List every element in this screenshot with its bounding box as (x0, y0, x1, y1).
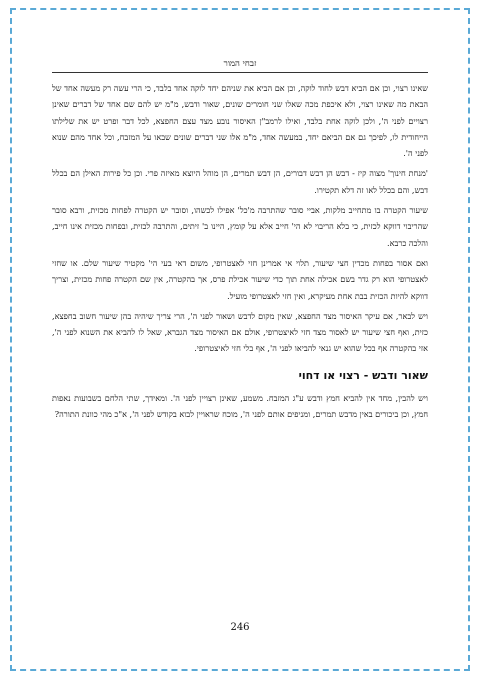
page-content (52, 80, 428, 426)
section-heading: שאור ודבש - רצוי או דחוי (298, 368, 428, 382)
running-title: זבחי המור (223, 59, 257, 69)
paragraph-5: ויש לבאר, אם עיקר האיסור מצד החפצא, שאין מקום לדבש ושאור לפני ה', הרי צריך שיהיה בהן שיעור חשוב בחפצא, כזית, ואף חצי שיעור יש לאסור מצד חזי לאיצטרופי, אולם אם האיסור מצד הגברא, שאל לו להביא את השנוא לפני ה', אזי בהקטרה אף בכל שהוא יש גנאי להביאו לפני ה', אף בלי חזי לאיצטרופי. (52, 310, 428, 354)
page-header (52, 58, 428, 73)
section-paragraph: ויש להבין, מחד אין להביא חמץ ודבש ע"ג המזבח. משמע, שאינן רצויין לפני ה'. ומאידך, שתי הלחם בשבועות נאפות חמץ, וכן ביכורים באין מדבש תמרים, ומניפים אותם לפני ה', מוכח שראויין לבוא בקודש לפני ה', א"כ מהי כוונת התורה? (52, 392, 428, 420)
paragraph-1: שאינו רצוי, וכן אם הביא דבש לחוד לוקה, וכן אם הביא את שניהם יחד לוקה אחד בלבד, כי הרי עשה רק מעשה אחד של הבאת מה שאינו רצוי, ולא איכפת מכה שאלו שני חומרים שונים, שאור ודבש, מ"מ יש להם שם אחד של דברים שאינן רצויים לפני ה', ולכן לוקה אחת בלבד, ואילו לרמב"ן האיסור נובע מצד עצם החפצא, לכל דבר ופרט יש את שלילתו הייחודית לו, לפיכך גם אם הביאם יחד, במעשה אחד, מ"מ אלו שני דברים שונים שבאו על המזבח, וכל אחד מהם שנוא לפני ה'. (52, 83, 428, 159)
paragraph-3: שיעור הקטרה בו מתחייב מלקות, אביי סובר שהתרבה מ'כל' אפילו לכשהו, וסובר יש הקטרה לפחות מכזית, ורבא סובר שהריבוי דווקא לכזית, כי בלא הריבוי לא הי' חייב אלא על קומץ, היינו ב' זיתים, והתרבה לכזית, ובפחות מכזית אינו חייב, והלכה כרבא. (52, 205, 428, 248)
paragraph-2: 'מנחת חינוך' מצוה קיז - דבש הן דבש דבורים, הן דבש תמרים, הן מוהל היוצא מאיזה פרי. וכן כל פירות האילן הם בכלל דבש, והם בכלל לאו זה דלא תקטירו. (52, 168, 428, 195)
page-number: 246 (230, 622, 250, 633)
paragraph-4: ואם אסור בפחות מכדין חצי שיעור, תלוי אי אמרינן חזי לאצטרופי, משום דאי בעי הי' מקטיר שיעור שלם. או שחזי לאצטרופי הוא רק גדר בשם אכילה אחת תוך כדי שיעור אכילת פרס, אך בהקטרה, אין שם הקטרה פחות מכזית, וצריך דווקא להיות הכזית בבת אחת מעיקרא, ואין חזי לאצטרופי מועיל. (52, 257, 428, 301)
